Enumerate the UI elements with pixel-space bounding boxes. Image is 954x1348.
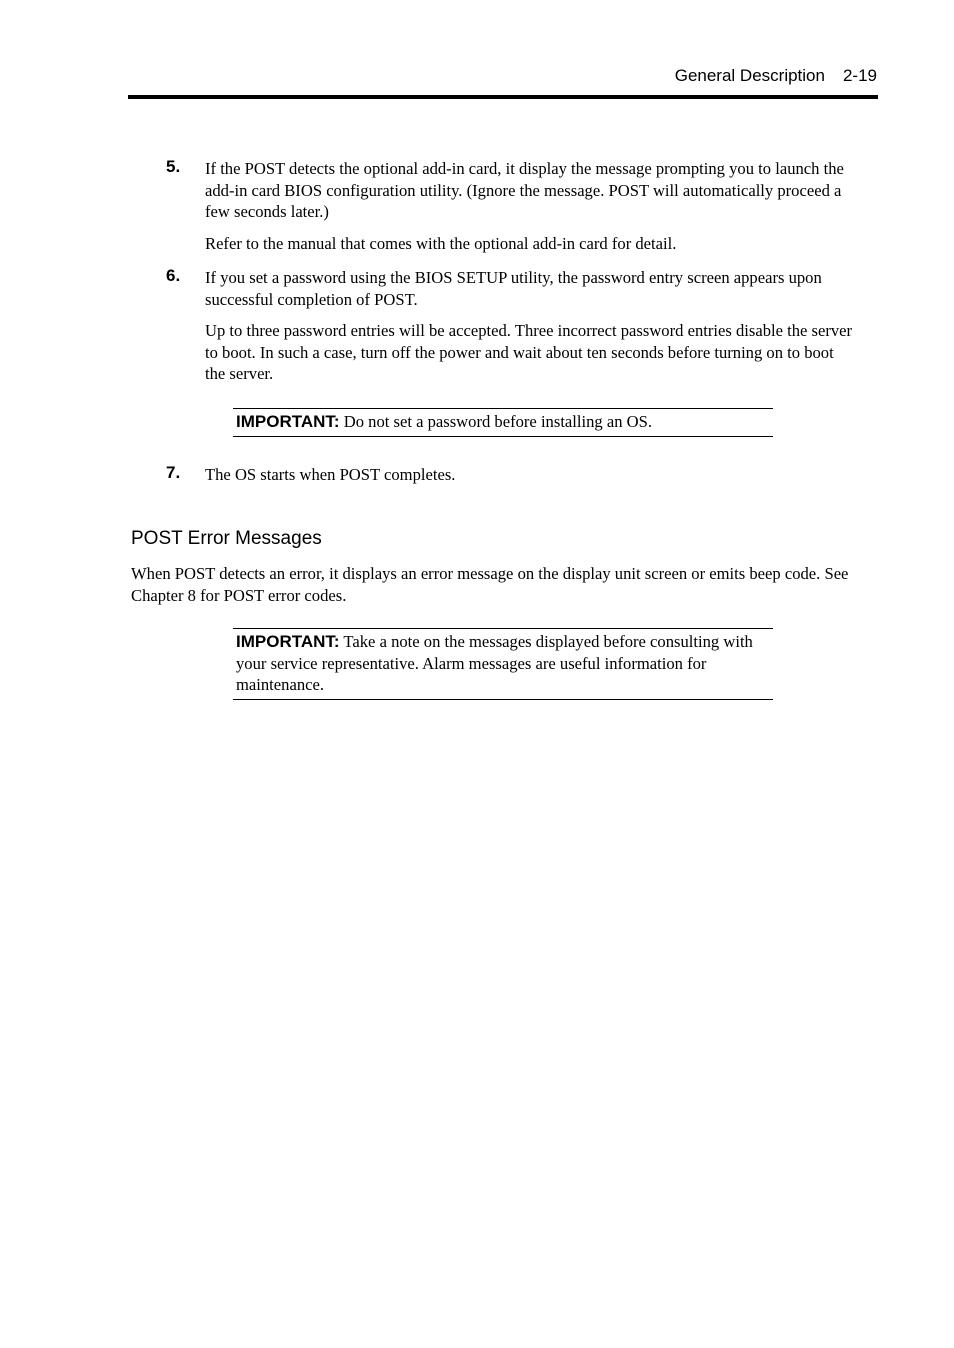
step-7 [166, 464, 856, 496]
section-heading: POST Error Messages [131, 528, 322, 549]
page-number: 2-19 [842, 66, 877, 85]
page-header [128, 66, 877, 88]
important-note [233, 408, 773, 437]
important-label: IMPORTANT: [236, 632, 340, 651]
header-section-title: General Description [674, 66, 825, 85]
step-number: 6. [166, 266, 181, 285]
step-body [205, 267, 856, 385]
step-number: 5. [166, 157, 181, 176]
step-body [205, 158, 856, 254]
step-6 [166, 267, 856, 395]
step-paragraph: Refer to the manual that comes with the optional add-in card for detail. [205, 233, 677, 253]
important-text: Take a note on the messages displayed before consulting with your service representative. Alarm messages are useful information for maintenance. [236, 632, 753, 695]
step-paragraph: The OS starts when POST completes. [205, 465, 456, 484]
step-number: 7. [166, 463, 181, 482]
important-text: Do not set a password before installing an OS. [343, 412, 653, 431]
section-body: When POST detects an error, it displays an error message on the display unit screen or emits beep code. See Chapter 8 for POST error codes. [131, 564, 849, 605]
step-paragraph: If the POST detects the optional add-in card, it display the message prompting you to launch the add-in card BIOS configuration utility. (Ignore the message. POST will automatically proceed a few seconds later.) [205, 159, 844, 222]
step-5 [166, 158, 856, 264]
step-paragraph: Up to three password entries will be accepted. Three incorrect password entries disable the server to boot. In such a case, turn off the power and wait about ten seconds before turning on to boot the server. [205, 321, 853, 384]
important-label: IMPORTANT: [236, 412, 340, 431]
important-note [233, 628, 773, 700]
step-body [205, 464, 856, 486]
header-rule [128, 95, 878, 99]
step-paragraph: If you set a password using the BIOS SETUP utility, the password entry screen appears upon successful completion of POST. [205, 268, 822, 309]
